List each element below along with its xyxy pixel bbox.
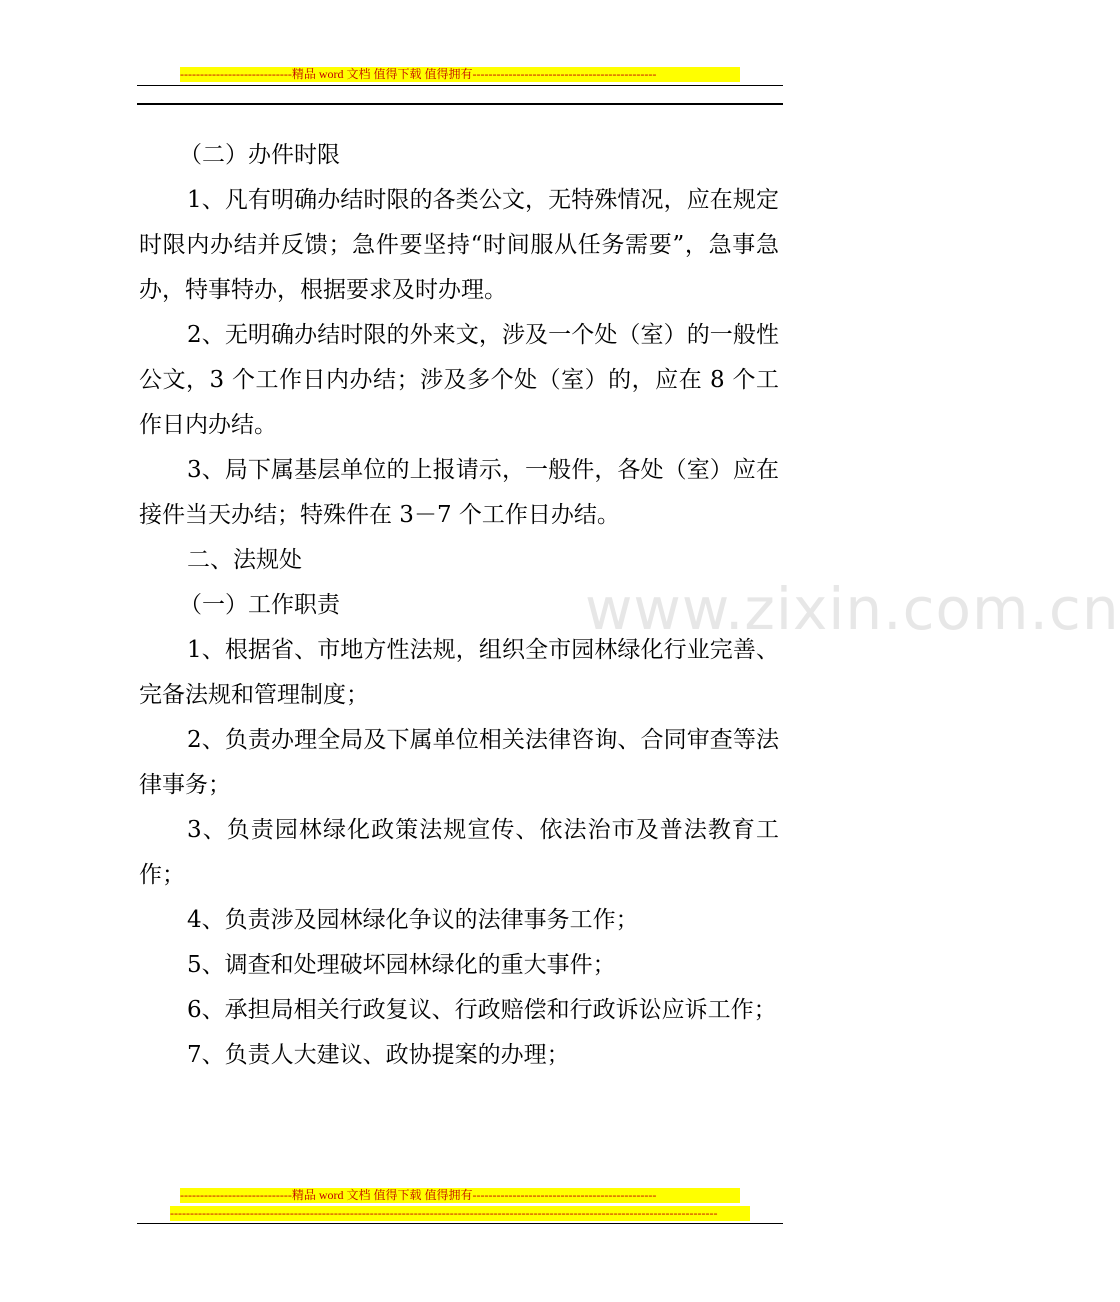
paragraph: 7、负责人大建议、政协提案的办理； xyxy=(187,1042,570,1068)
section-heading: （二）办件时限 xyxy=(179,142,340,168)
watermark: www.zixin.com.cn xyxy=(585,575,1120,643)
paragraph: 1、根据省、市地方性法规，组织全市园林绿化行业完善、完备法规和管理制度； xyxy=(139,637,779,708)
paragraph: 2、负责办理全局及下属单位相关法律咨询、合同审查等法律事务； xyxy=(139,727,779,798)
paragraph: 3、局下属基层单位的上报请示，一般件，各处（室）应在接件当天办结；特殊件在 3－7 个工作日办结。 xyxy=(139,457,779,528)
footer-banner: ----------------------------精品 word 文档 值得下载 值得拥有---------------------------------------------- xyxy=(180,1188,740,1203)
header-rule-thin xyxy=(137,85,783,86)
footer-rule xyxy=(137,1223,783,1224)
paragraph: 3、负责园林绿化政策法规宣传、依法治市及普法教育工作； xyxy=(139,817,779,888)
paragraph: 6、承担局相关行政复议、行政赔偿和行政诉讼应诉工作； xyxy=(187,997,777,1023)
section-title: 二、法规处 xyxy=(187,547,302,573)
header-rule-thick xyxy=(137,103,783,105)
paragraph: 1、凡有明确办结时限的各类公文，无特殊情况，应在规定时限内办结并反馈；急件要坚持“时间服从任务需要”，急事急办，特事特办，根据要求及时办理。 xyxy=(139,187,779,303)
section-heading: （一）工作职责 xyxy=(179,592,340,618)
paragraph: 2、无明确办结时限的外来文，涉及一个处（室）的一般性公文，3 个工作日内办结；涉及多个处（室）的，应在 8 个工作日内办结。 xyxy=(139,322,779,438)
header-banner: ----------------------------精品 word 文档 值得下载 值得拥有---------------------------------------------- xyxy=(180,67,740,82)
document-body xyxy=(139,133,779,1078)
paragraph: 4、负责涉及园林绿化争议的法律事务工作； xyxy=(187,907,639,933)
paragraph: 5、调查和处理破坏园林绿化的重大事件； xyxy=(187,952,616,978)
footer-banner-dashes: ----------------------------------------------------------------------------------------------------------------------------------------- xyxy=(170,1206,750,1221)
